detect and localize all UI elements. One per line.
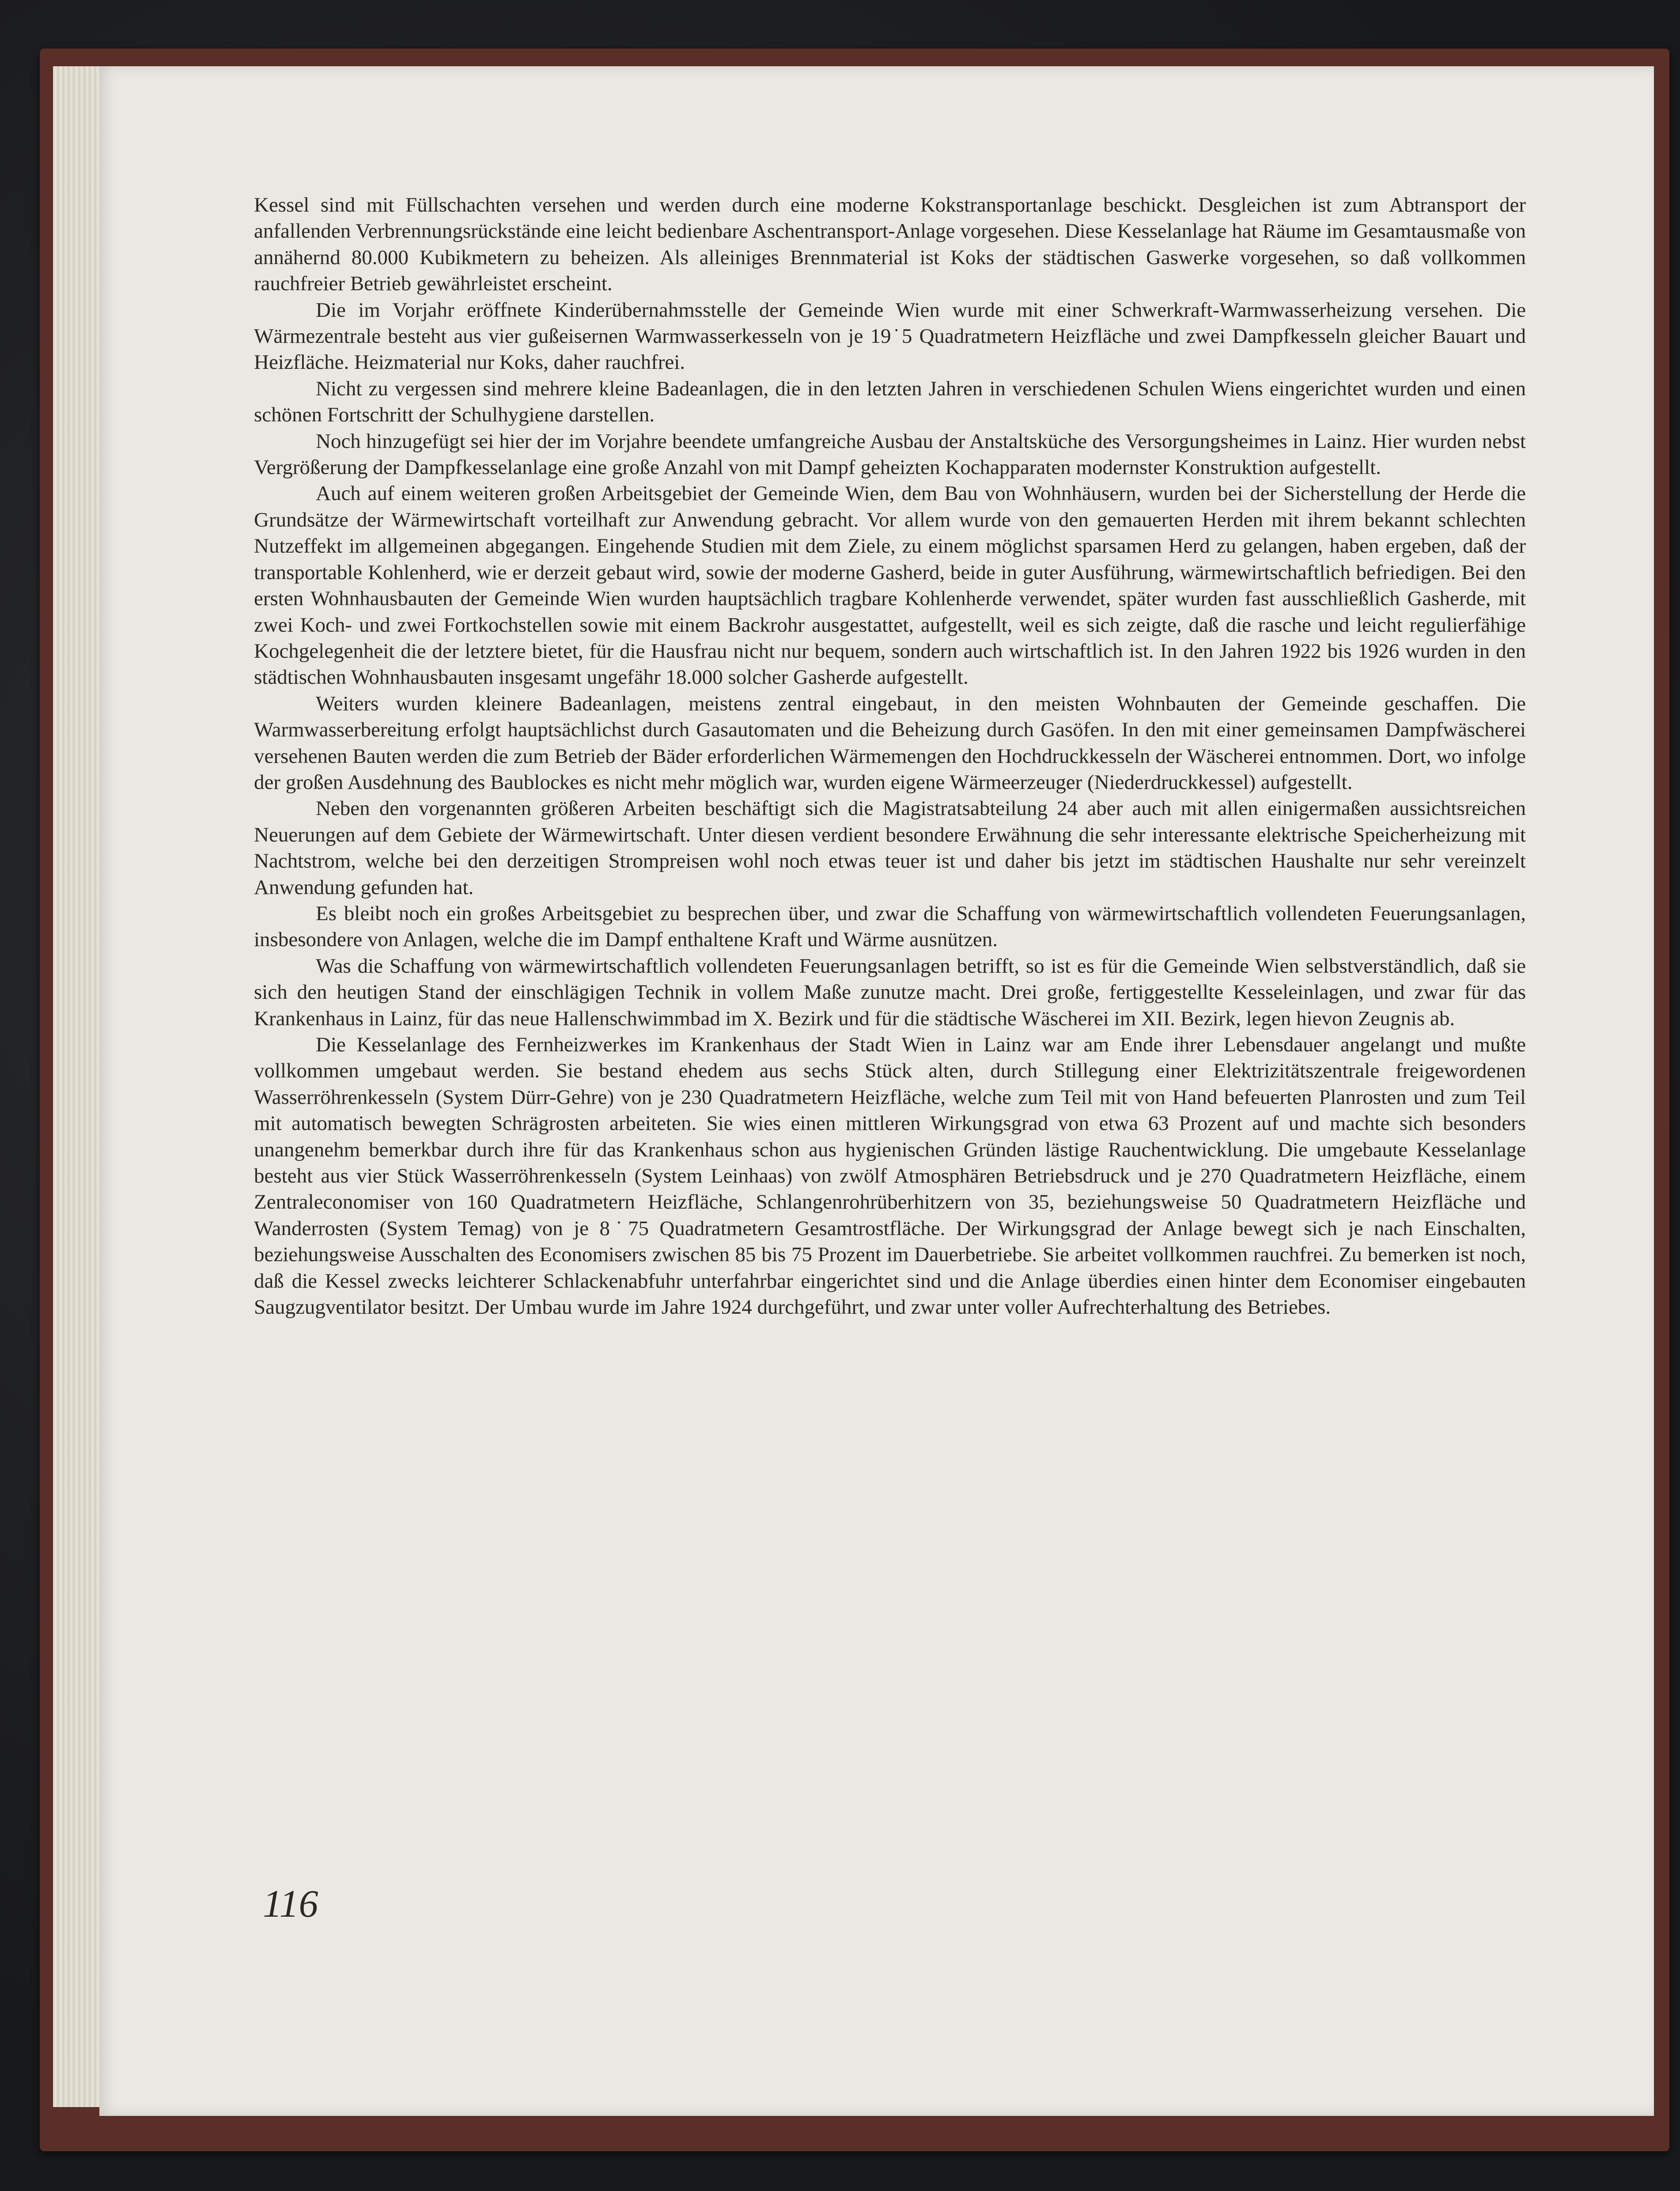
paragraph: Kessel sind mit Füllschachten versehen und werden durch eine moderne Kokstransportanlage beschickt. Desgleichen ist zum Abtransport der anfallenden Verbrennungsrückstände eine leicht bedienbare Aschentransport-Anlage vorgesehen. Diese Kesselanlage hat Räume im Gesamtausmaße von annähernd 80.000 Kubikmetern zu beheizen. Als alleiniges Brennmaterial ist Koks der städtischen Gaswerke vorgesehen, so daß vollkommen rauchfreier Betrieb gewährleistet erscheint. — [254, 193, 1526, 296]
paragraph: Die Kesselanlage des Fernheizwerkes im Krankenhaus der Stadt Wien in Lainz war am Ende ihrer Lebensdauer angelangt und mußte vollkommen umgebaut werden. Sie bestand ehedem aus sechs Stück alten, durch Stillegung einer Elektrizitätszentrale freigewordenen Wasserröhrenkesseln (System Dürr-Gehre) von je 230 Quadratmetern Heizfläche, welche zum Teil mit von Hand befeuerten Planrosten und zum Teil mit automatisch bewegten Schrägrosten arbeiteten. Sie wies einen mittleren Wirkungsgrad von etwa 63 Prozent auf und machte sich besonders unangenehm bemerkbar durch ihre für das Krankenhaus schon aus hygienischen Gründen lästige Rauchentwicklung. Die umgebaute Kesselanlage besteht aus vier Stück Wasserröhrenkesseln (System Leinhaas) von zwölf Atmosphären Betriebsdruck und je 270 Quadratmetern Heizfläche, einem Zentraleconomiser von 160 Quadratmetern Heizfläche, Schlangenrohrüberhitzern von 35, beziehungsweise 50 Quadratmetern Heizfläche und Wanderrosten (System Temag) von je 8˙75 Quadratmetern Gesamtrostfläche. Der Wirkungsgrad der Anlage bewegt sich je nach Einschalten, beziehungsweise Ausschalten des Economisers zwischen 85 bis 75 Prozent im Dauerbetriebe. Sie arbeitet vollkommen rauchfrei. Zu bemerken ist noch, daß die Kessel zwecks leichterer Schlackenabfuhr unterfahrbar eingerichtet sind und die Anlage überdies einen hinter dem Economiser eingebauten Saugzugventilator besitzt. Der Umbau wurde im Jahre 1924 durchgeführt, und zwar unter voller Aufrechterhaltung des Betriebes. — [254, 1033, 1526, 1319]
page-number: 116 — [263, 1883, 318, 1926]
paragraph: Nicht zu vergessen sind mehrere kleine Badeanlagen, die in den letzten Jahren in verschiedenen Schulen Wiens eingerichtet wurden und einen schönen Fortschritt der Schulhygiene darstellen. — [254, 377, 1526, 427]
paragraph: Was die Schaffung von wärmewirtschaftlich vollendeten Feuerungsanlagen betrifft, so ist es für die Gemeinde Wien selbstverständlich, daß sie sich den heutigen Stand der einschlägigen Technik in vollem Maße zunutze macht. Drei große, fertiggestellte Kesseleinlagen, und zwar für das Krankenhaus in Lainz, für das neue Hallenschwimmbad im X. Bezirk und für die städtische Wäscherei im XII. Bezirk, legen hievon Zeugnis ab. — [254, 954, 1526, 1030]
paragraph: Es bleibt noch ein großes Arbeitsgebiet zu besprechen über, und zwar die Schaffung von wärmewirtschaftlich vollendeten Feuerungsanlagen, insbesondere von Anlagen, welche die im Dampf enthaltene Kraft und Wärme ausnützen. — [254, 902, 1526, 951]
paragraph: Weiters wurden kleinere Badeanlagen, meistens zentral eingebaut, in den meisten Wohnbauten der Gemeinde geschaffen. Die Warmwasserbereitung erfolgt hauptsächlichst durch Gasautomaten und die Beheizung durch Gasöfen. In den mit einer gemeinsamen Dampfwäscherei versehenen Bauten werden die zum Betrieb der Bäder erforderlichen Wärmemengen den Hochdruckkesseln der Wäscherei entnommen. Dort, wo infolge der großen Ausdehnung des Baublockes es nicht mehr möglich war, wurden eigene Wärmeerzeuger (Niederdruckkessel) aufgestellt. — [254, 692, 1526, 794]
paragraph: Die im Vorjahr eröffnete Kinderübernahmsstelle der Gemeinde Wien wurde mit einer Schwerkraft-Warmwasserheizung versehen. Die Wärmezentrale besteht aus vier gußeisernen Warmwasserkesseln von je 19˙5 Quadratmetern Heizfläche und zwei Dampfkesseln gleicher Bauart und Heizfläche. Heizmaterial nur Koks, daher rauchfrei. — [254, 298, 1526, 374]
paragraph: Auch auf einem weiteren großen Arbeitsgebiet der Gemeinde Wien, dem Bau von Wohnhäusern, wurden bei der Sicherstellung der Herde die Grundsätze der Wärmewirtschaft vorteilhaft zur Anwendung gebracht. Vor allem wurde von den gemauerten Herden mit ihrem bekannt schlechten Nutzeffekt im allgemeinen abgegangen. Eingehende Studien mit dem Ziele, zu einem möglichst sparsamen Herd zu gelangen, haben ergeben, daß der transportable Kohlenherd, wie er derzeit gebaut wird, sowie der moderne Gasherd, beide in guter Ausführung, wärmewirtschaftlich befriedigen. Bei den ersten Wohnhausbauten der Gemeinde Wien wurden hauptsächlich tragbare Kohlenherde verwendet, später wurden fast ausschließlich Gasherde, mit zwei Koch- und zwei Fortkochstellen sowie mit einem Backrohr ausgestattet, aufgestellt, weil es sich zeigte, daß die rasche und leicht regulierfähige Kochgelegenheit die der letztere bietet, für die Hausfrau nicht nur bequem, sondern auch wirtschaftlich ist. In den Jahren 1922 bis 1926 wurden in den städtischen Wohnhausbauten insgesamt ungefähr 18.000 solcher Gasherde aufgestellt. — [254, 482, 1526, 689]
paragraph: Neben den vorgenannten größeren Arbeiten beschäftigt sich die Magistratsabteilung 24 aber auch mit allen einigermaßen aussichtsreichen Neuerungen auf dem Gebiete der Wärmewirtschaft. Unter diesen verdient besondere Erwähnung die sehr interessante elektrische Speicherheizung mit Nachtstrom, welche bei den derzeitigen Strompreisen wohl noch etwas teuer ist und daher bis jetzt im städtischen Haushalte nur sehr vereinzelt Anwendung gefunden hat. — [254, 797, 1526, 899]
paragraph: Noch hinzugefügt sei hier der im Vorjahre beendete umfangreiche Ausbau der Anstaltsküche des Versorgungsheimes in Lainz. Hier wurden nebst Vergrößerung der Dampfkesselanlage eine große Anzahl von mit Dampf geheizten Kochapparaten modernster Konstruktion aufgestellt. — [254, 429, 1526, 479]
body-text — [254, 192, 1526, 1320]
